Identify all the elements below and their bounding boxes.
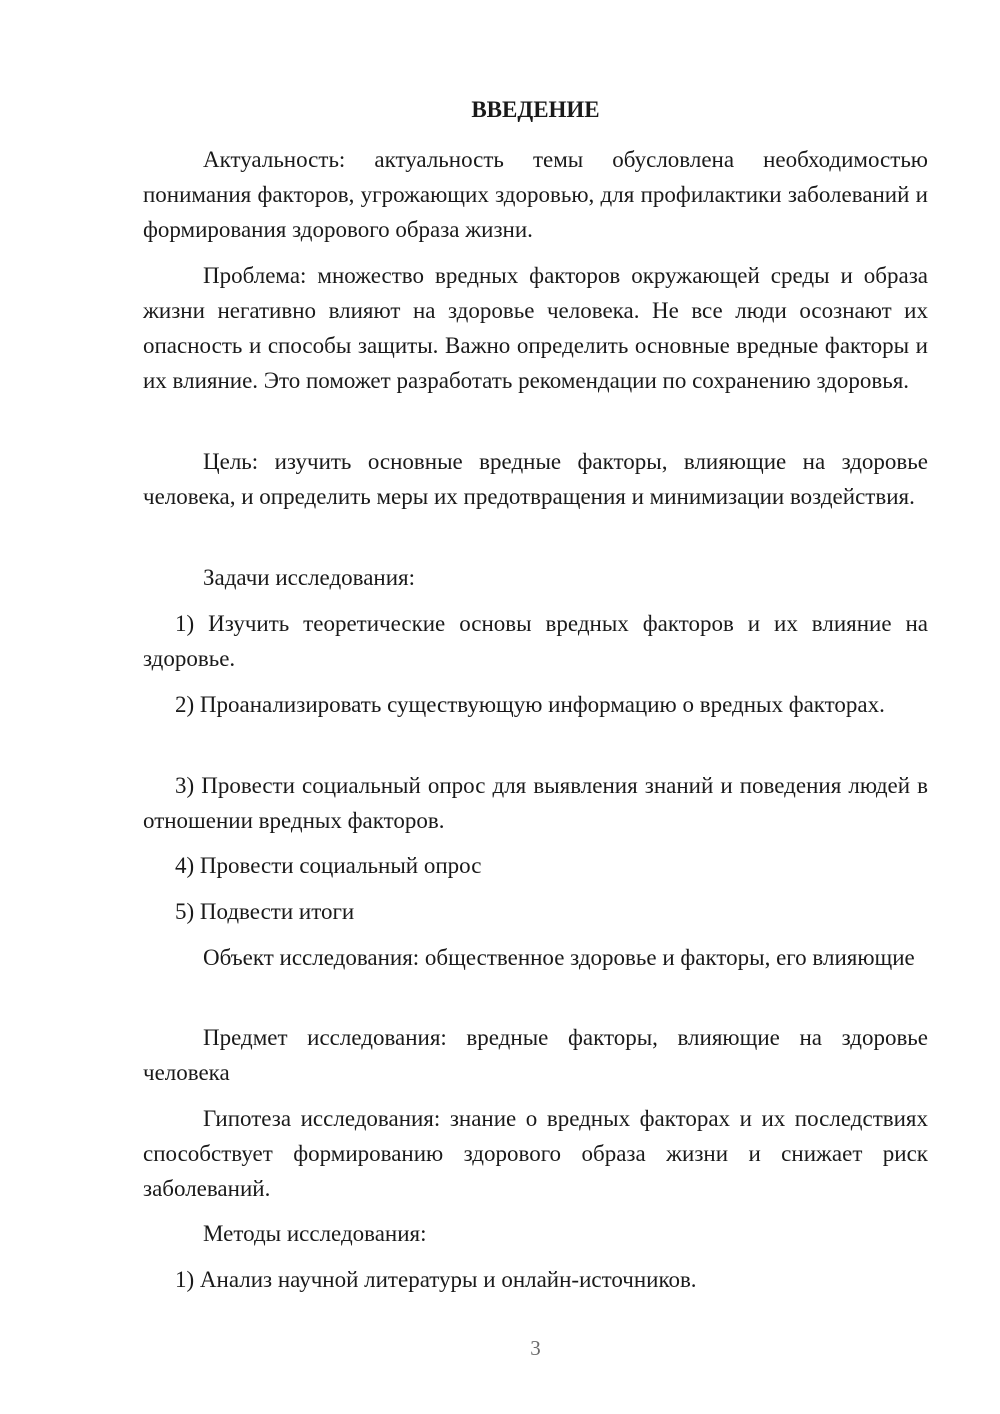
paragraph-goal: Цель: изучить основные вредные факторы, влияющие на здоровье человека, и определить меры их предотвращения и минимизации воздействия. xyxy=(143,449,928,509)
paragraph-problem: Проблема: множество вредных факторов окружающей среды и образа жизни негативно влияют на здоровье человека. Не все люди осознают их опасность и способы защиты. Важно определить основные вредные факторы и их влияние. Это поможет разработать рекомендации по сохранению здоровья. xyxy=(143,263,928,393)
methods-heading: Методы исследования: xyxy=(203,1221,427,1246)
task-item-2: 2) Проанализировать существующую информацию о вредных факторах. xyxy=(175,692,885,717)
task-item-1: 1) Изучить теоретические основы вредных факторов и их влияние на здоровье. xyxy=(143,611,928,671)
paragraph-hypothesis: Гипотеза исследования: знание о вредных факторах и их последствиях способствует формированию здорового образа жизни и снижает риск заболеваний. xyxy=(143,1106,928,1201)
paragraph-object: Объект исследования: общественное здоровье и факторы, его влияющие xyxy=(203,945,915,970)
task-item-4: 4) Провести социальный опрос xyxy=(175,853,482,878)
tasks-heading: Задачи исследования: xyxy=(203,565,416,590)
section-title: ВВЕДЕНИЕ xyxy=(471,97,600,122)
task-item-5: 5) Подвести итоги xyxy=(175,899,355,924)
task-item-3: 3) Провести социальный опрос для выявления знаний и поведения людей в отношении вредных факторов. xyxy=(143,773,928,833)
paragraph-relevance: Актуальность: актуальность темы обусловлена необходимостью понимания факторов, угрожающих здоровью, для профилактики заболеваний и формирования здорового образа жизни. xyxy=(143,147,928,242)
paragraph-subject: Предмет исследования: вредные факторы, влияющие на здоровье человека xyxy=(143,1025,928,1085)
method-item-1: 1) Анализ научной литературы и онлайн-источников. xyxy=(175,1267,697,1292)
page-number: 3 xyxy=(530,1336,541,1360)
